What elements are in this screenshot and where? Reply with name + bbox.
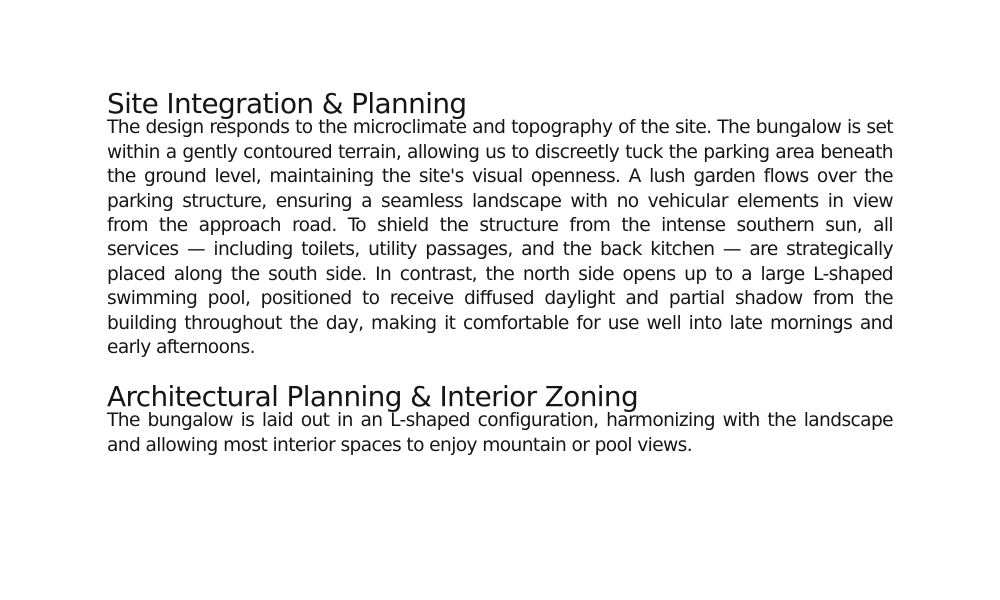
- document-text-block: [107, 87, 893, 458]
- section-heading: Architectural Planning & Interior Zoning: [107, 379, 639, 413]
- section-paragraph: The design responds to the microclimate and topography of the site. The bungalow is set within a gently contoured terrain, allowing us to discreetly tuck the parking area beneath the ground level, maintaining the site's visual openness. A lush garden flows over the parking structure, ensuring a seamless landscape with no vehicular elements in view from the approach road. To shield the structure from the intense southern sun, all services — including toilets, utility passages, and the back kitchen — are strategically placed along the south side. In contrast, the north side opens up to a large L-shaped swimming pool, positioned to receive diffused daylight and partial shadow from the building throughout the day, making it comfortable for use well into late mornings and early afternoons.: [107, 117, 893, 359]
- section-site-integration: [107, 87, 893, 360]
- section-paragraph: The bungalow is laid out in an L-shaped configuration, harmonizing with the landscape and allowing most interior spaces to enjoy mountain or pool views.: [107, 410, 893, 456]
- section-heading: Site Integration & Planning: [107, 87, 467, 120]
- section-architectural-planning: [107, 379, 893, 458]
